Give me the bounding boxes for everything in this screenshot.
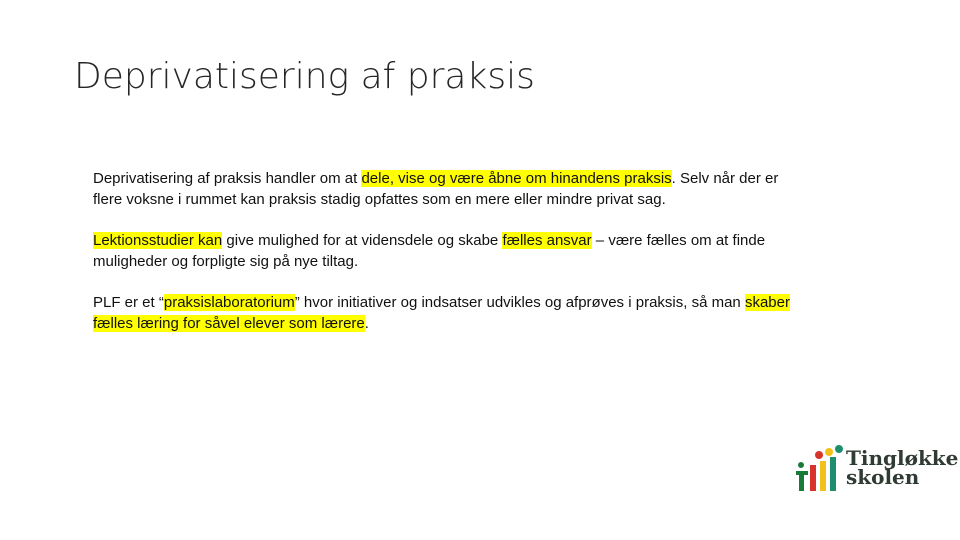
logo-dot-red: [815, 451, 823, 459]
p1-highlight: dele, vise og være åbne om hinandens praksis: [361, 170, 672, 187]
logo-bar-4: [820, 461, 826, 491]
p3-text-a: PLF er et “: [93, 294, 164, 311]
p3-highlight-1: praksislaboratorium: [163, 294, 295, 311]
logo-line-1: Tingløkke: [846, 446, 959, 470]
slide-body: [93, 168, 793, 354]
logo-dot-small: [798, 462, 804, 468]
p1-text-b: . Selv når der er flere voksne i rummet kan praksis stadig opfattes som en mere eller mindre privat sag.: [93, 170, 779, 208]
paragraph-3: [93, 292, 793, 334]
paragraph-1: [93, 168, 793, 210]
p2-highlight-1: Lektionsstudier kan: [93, 232, 223, 249]
logo-dot-green: [835, 445, 843, 453]
logo-bar-1: [796, 471, 808, 475]
p3-text-b: ” hvor initiativer og indsatser udvikles og afprøves i praksis, så man: [294, 294, 745, 311]
p3-highlight-2: skaber fælles læring for såvel elever som lærere: [93, 294, 790, 332]
logo-bar-3: [810, 465, 816, 491]
p2-highlight-2: fælles ansvar: [502, 232, 592, 249]
logo-bar-5: [830, 457, 836, 491]
logo-bar-2: [799, 475, 804, 491]
logo-dot-yellow: [825, 448, 833, 456]
p2-text-a: give mulighed for at vidensdele og skabe: [222, 232, 503, 249]
slide-title: Deprivatisering af praksis: [74, 56, 535, 97]
logo-line-2: skolen: [846, 465, 920, 489]
paragraph-2: [93, 230, 793, 272]
logo-wordmark: [846, 446, 959, 489]
p3-text-c: .: [364, 315, 369, 332]
p2-text-b: – være fælles om at finde muligheder og forpligte sig på nye tiltag.: [93, 232, 766, 270]
p1-text-a: Deprivatisering af praksis handler om at: [93, 170, 362, 187]
